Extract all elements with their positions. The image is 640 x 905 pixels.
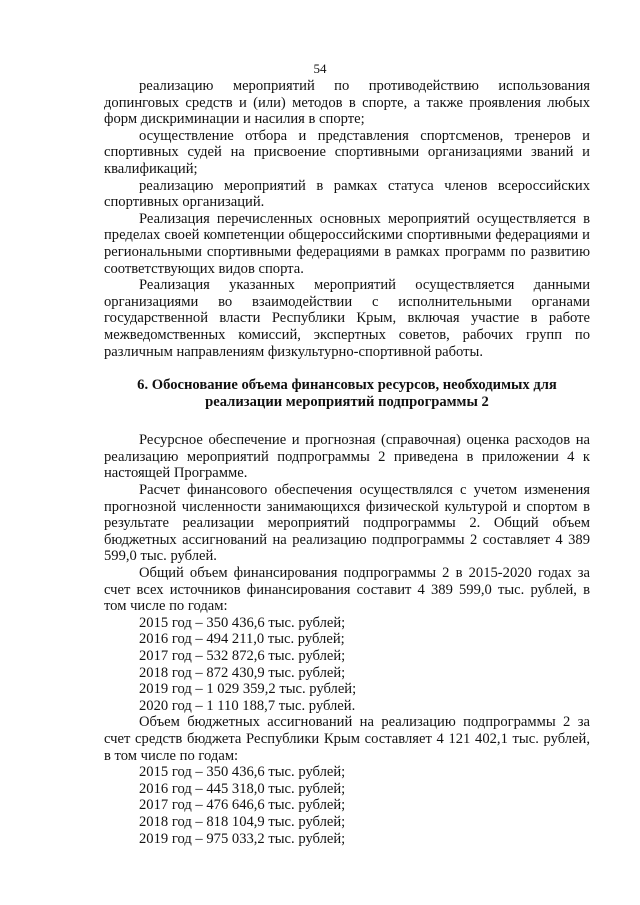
paragraph-calculation: Расчет финансового обеспечения осуществлялся с учетом изменения прогнозной численности занимающихся физической культурой и спортом в результате реализации мероприятий подпрограммы 2. Общий объем бюджетных ассигнований на реализацию подпрограммы 2 составляет 4 389 599,0 тыс. рублей.	[104, 482, 590, 565]
year-budget-line: 2019 год – 975 033,2 тыс. рублей;	[139, 830, 346, 847]
paragraph-cooperation: Реализация указанных мероприятий осуществляется данными организациями во взаимодействии с исполнительными органами государственной власти Республики Крым, включая участие в работе межведомственных комиссий, экспертных советов, рабочих групп по различным направлениям физкультурно-спортивной работы.	[104, 277, 590, 360]
year-total-line: 2017 год – 532 872,6 тыс. рублей;	[139, 648, 346, 664]
year-total-line: 2018 год – 872 430,9 тыс. рублей;	[139, 664, 346, 681]
year-budget-line: 2015 год – 350 436,6 тыс. рублей;	[139, 764, 346, 781]
paragraph-budget-allocation: Объем бюджетных ассигнований на реализацию подпрограммы 2 за счет средств бюджета Республики Крым составляет 4 121 402,1 тыс. рублей, в том числе по годам:	[104, 714, 590, 764]
paragraph-resources: Ресурсное обеспечение и прогнозная (справочная) оценка расходов на реализацию мероприятий подпрограммы 2 приведена в приложении 4 к настоящей Программе.	[104, 432, 590, 482]
paragraph-membership: реализацию мероприятий в рамках статуса членов всероссийских спортивных организаций.	[104, 177, 590, 211]
paragraph-total-financing: Общий объем финансирования подпрограммы 2 в 2015-2020 годах за счет всех источников финансирования составит 4 389 599,0 тыс. рублей, в том числе по годам:	[104, 565, 590, 615]
year-total-line: 2015 год – 350 436,6 тыс. рублей;	[139, 614, 346, 631]
section-heading: 6. Обоснование объема финансовых ресурсов, необходимых для реализации мероприятий подпрограммы 2	[137, 377, 557, 410]
years-total-list	[104, 615, 590, 715]
paragraph-selection: осуществление отбора и представления спортсменов, тренеров и спортивных судей на присвоение спортивными организациями званий и квалификаций;	[104, 127, 590, 177]
year-total-line: 2016 год – 494 211,0 тыс. рублей;	[139, 631, 345, 648]
paragraph-federations: Реализация перечисленных основных мероприятий осуществляется в пределах своей компетенции общероссийскими спортивными федерациями и региональными спортивными федерациями в рамках программ по развитию соответствующих видов спорта.	[104, 210, 590, 277]
year-budget-line: 2017 год – 476 646,6 тыс. рублей;	[139, 797, 346, 814]
years-budget-list	[104, 764, 590, 847]
year-budget-line: 2018 год – 818 104,9 тыс. рублей;	[139, 813, 346, 830]
paragraph-doping: реализацию мероприятий по противодействию использования допинговых средств и (или) методов в спорте, а также проявления любых форм дискриминации и насилия в спорте;	[104, 78, 590, 128]
year-total-line: 2020 год – 1 110 188,7 тыс. рублей.	[139, 697, 356, 714]
page-content	[104, 78, 590, 847]
page-number: 54	[313, 61, 327, 76]
year-budget-line: 2016 год – 445 318,0 тыс. рублей;	[139, 780, 346, 797]
year-total-line: 2019 год – 1 029 359,2 тыс. рублей;	[139, 681, 357, 698]
